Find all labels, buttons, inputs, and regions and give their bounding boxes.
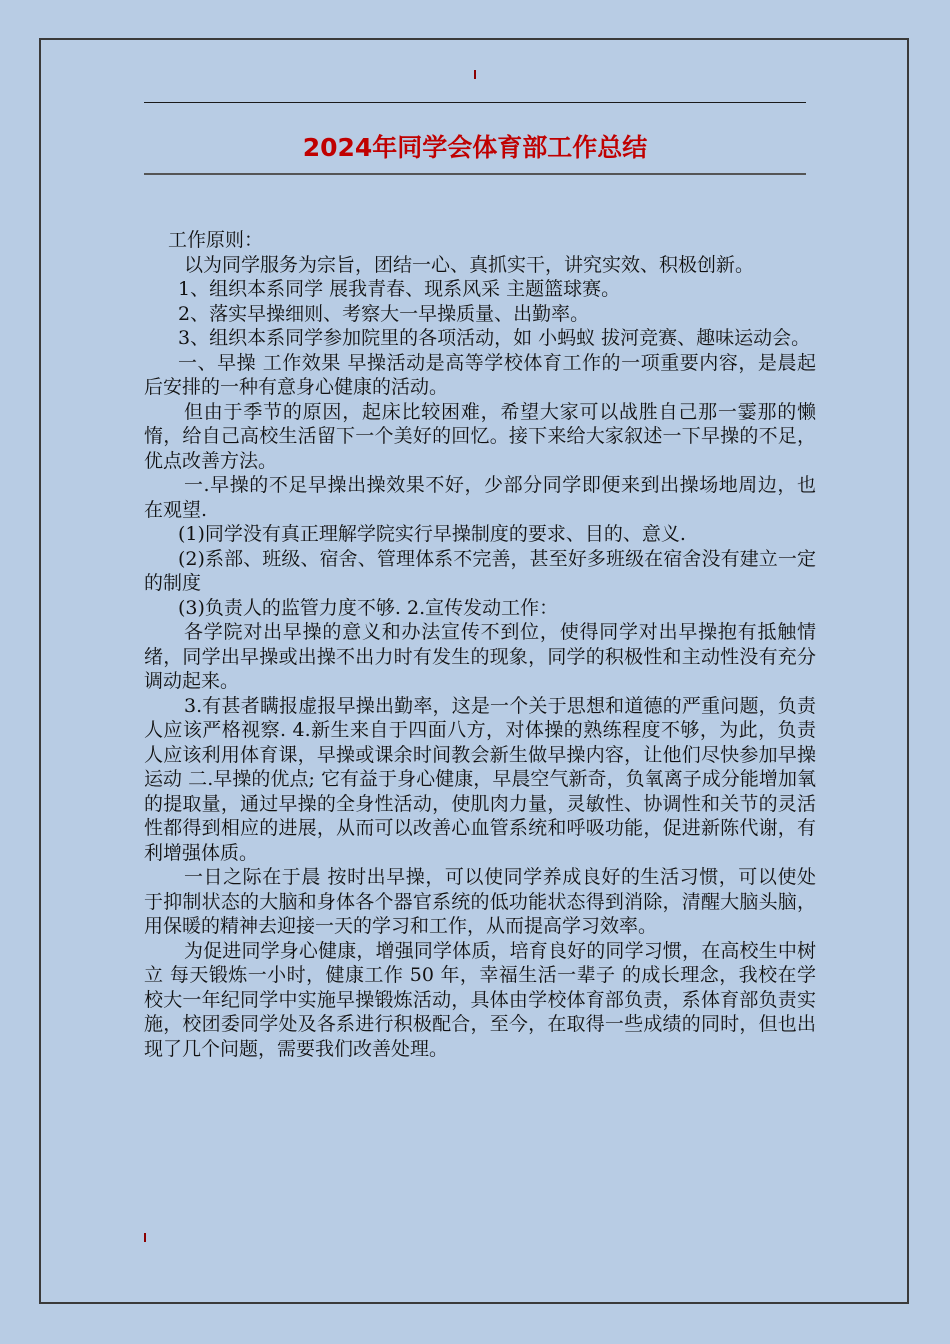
paragraph: 一日之际在于晨 按时出早操，可以使同学养成良好的生活习惯，可以使处于抑制状态的大脑和身体各个器官系统的低功能状态得到消除，清醒大脑头脑，用保暖的精神去迎接一天的学习和工作，从而提高学习效率。 [144, 866, 816, 937]
paragraph: 3.有甚者瞒报虚报早操出勤率，这是一个关于思想和道德的严重问题，负责人应该严格视察. 4.新生来自于四面八方，对体操的熟练程度不够，为此，负责人应该利用体育课，早操或课余时间教会新生做早操内容，让他们尽快参加早操运动 二.早操的优点; 它有益于身心健康，早晨空气新奇，负氧离子成分能增加氧的提取量，通过早操的全身性活动，使肌肉力量，灵敏性、协调性和关节的灵活性都得到相应的进展，从而可以改善心血管系统和呼吸功能，促进新陈代谢，有利增强体质。 [144, 694, 816, 864]
paragraph: 1、组织本系同学 展我青春、现系风采 主题篮球赛。 [178, 278, 621, 300]
document-title: 2024年同学会体育部工作总结 [302, 133, 648, 162]
title-rule [144, 173, 806, 175]
paragraph: 但由于季节的原因，起床比较困难，希望大家可以战胜自己那一霎那的懒惰，给自己高校生活留下一个美好的回忆。接下来给大家叙述一下早操的不足，优点改善方法。 [144, 400, 816, 472]
paragraph: 各学院对出早操的意义和办法宣传不到位，使得同学对出早操抱有抵触情绪，同学出早操或出操不出力时有发生的现象，同学的积极性和主动性没有充分调动起来。 [144, 621, 816, 692]
paragraph: 一.早操的不足早操出操效果不好，少部分同学即便来到出操场地周边，也在观望. [144, 474, 816, 521]
paragraph: 以为同学服务为宗旨，团结一心、真抓实干，讲究实效、积极创新。 [184, 253, 755, 276]
footer-mark [144, 1233, 146, 1242]
document-body [144, 228, 816, 1061]
paragraph: 2、落实早操细则、考察大一早操质量、出勤率。 [178, 302, 590, 325]
paragraph: 为促进同学身心健康，增强同学体质，培育良好的同学习惯，在高校生中树立 每天锻炼一小时，健康工作 50 年，幸福生活一辈子 的成长理念，我校在学校大一年纪同学中实施早操锻炼活动，具体由学校体育部负责，系体育部负责实施，校团委同学处及各系进行积极配合，至今，在取得一些成绩的同时，但也出现了几个问题，需要我们改善处理。 [144, 939, 816, 1060]
paragraph: (2)系部、班级、宿舍、管理体系不完善，甚至好多班级在宿舍没有建立一定的制度 [144, 547, 816, 594]
header-rule [144, 102, 806, 103]
paragraph: 工作原则： [168, 229, 264, 251]
paragraph: 一、早操 工作效果 早操活动是高等学校体育工作的一项重要内容，是晨起后安排的一种有意身心健康的活动。 [144, 351, 816, 398]
paragraph: (3)负责人的监管力度不够. 2.宣传发动工作： [178, 596, 559, 619]
paragraph: (1)同学没有真正理解学院实行早操制度的要求、目的、意义. [178, 523, 686, 545]
header-mark [474, 70, 476, 79]
paragraph: 3、组织本系同学参加院里的各项活动，如 小蚂蚁 拔河竞赛、趣味运动会。 [178, 327, 811, 349]
